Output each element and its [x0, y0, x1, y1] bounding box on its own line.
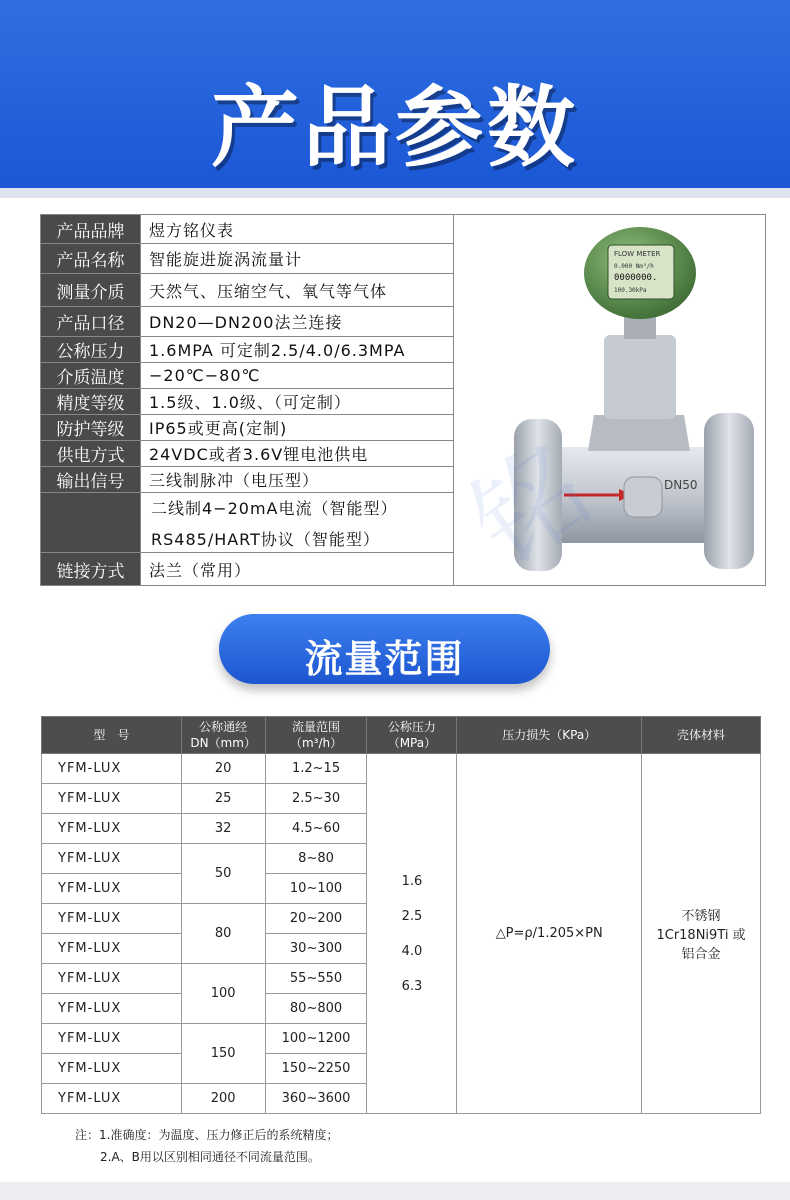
- dn-cell: 20: [181, 754, 265, 784]
- spec-value: 1.6MPA 可定制2.5/4.0/6.3MPA: [149, 341, 406, 360]
- left-flange: [514, 419, 562, 571]
- spec-value: 1.5级、1.0级、（可定制）: [149, 393, 351, 412]
- spec-label: 产品名称: [41, 244, 141, 273]
- right-flange: [704, 413, 754, 569]
- material-line: 不锈钢: [681, 909, 721, 924]
- spec-label: [41, 493, 141, 552]
- range-cell: 2.5~30: [265, 784, 367, 814]
- spec-label: 防护等级: [41, 415, 141, 440]
- model-cell: YFM-LUX: [42, 934, 182, 964]
- header-loss: 压力损失（KPa）: [457, 717, 642, 754]
- model-cell: YFM-LUX: [42, 874, 182, 904]
- dn-cell: 100: [181, 964, 265, 1024]
- section-title-pill: [219, 614, 550, 684]
- dn-cell: 32: [181, 814, 265, 844]
- model-cell: YFM-LUX: [42, 1054, 182, 1084]
- model-cell: YFM-LUX: [42, 814, 182, 844]
- spec-value: RS485/HART协议（智能型）: [151, 529, 380, 549]
- spec-label: 产品口径: [41, 307, 141, 336]
- page-title: 产品参数: [210, 76, 579, 179]
- spec-value: DN20—DN200法兰连接: [149, 313, 343, 332]
- model-cell: YFM-LUX: [42, 784, 182, 814]
- dn-cell: 50: [181, 844, 265, 904]
- material-line: 铝合金: [681, 947, 721, 962]
- range-cell: 55~550: [265, 964, 367, 994]
- footnote-1: 注：1.准确度：为温度、压力修正后的系统精度；: [75, 1128, 339, 1142]
- header-range-text: 流量范围 （m³/h）: [289, 720, 343, 750]
- spec-value: 智能旋进旋涡流量计: [149, 250, 303, 269]
- pressure-value: 6.3: [401, 978, 423, 994]
- spec-value: 二线制4−20mA电流（智能型）: [151, 498, 398, 518]
- spec-row-caliber: [41, 307, 453, 337]
- spec-row-output-extra: [41, 493, 453, 553]
- spec-value: IP65或更高(定制): [149, 419, 288, 438]
- range-cell: 10~100: [265, 874, 367, 904]
- spec-row-pressure: [41, 337, 453, 363]
- pressure-value: 2.5: [401, 908, 423, 924]
- spec-value: 煜方铭仪表: [149, 220, 235, 240]
- header-dn: [181, 717, 265, 754]
- spec-label: 输出信号: [41, 467, 141, 492]
- range-cell: 360~3600: [265, 1084, 367, 1114]
- spec-row-medium: [41, 274, 453, 307]
- meter-reading-pressure: 100.30kPa: [614, 287, 647, 294]
- neck-housing: [604, 335, 676, 419]
- spec-value-group: [141, 493, 453, 552]
- saddle: [588, 415, 690, 451]
- range-cell: 30~300: [265, 934, 367, 964]
- spec-row-accuracy: [41, 389, 453, 415]
- range-cell: 1.2~15: [265, 754, 367, 784]
- dn-cell: 25: [181, 784, 265, 814]
- model-cell: YFM-LUX: [42, 904, 182, 934]
- spec-row-output: [41, 467, 453, 493]
- spec-row-temperature: [41, 363, 453, 389]
- spec-label: 公称压力: [41, 337, 141, 362]
- meter-reading-rate: 0.000 Nm³/h: [614, 263, 654, 270]
- spec-label: 精度等级: [41, 389, 141, 414]
- spec-table: [40, 214, 766, 586]
- header-model: 型 号: [42, 717, 182, 754]
- loss-cell: △P=ρ/1.205×PN: [457, 754, 642, 1114]
- banner-divider: [0, 188, 790, 198]
- dn-cell: 200: [181, 1084, 265, 1114]
- spec-label: 介质温度: [41, 363, 141, 388]
- header-material: 壳体材料: [642, 717, 761, 754]
- dn-cell: 150: [181, 1024, 265, 1084]
- footer-strip: [0, 1182, 790, 1200]
- header-pressure: [367, 717, 457, 754]
- header-pressure-text: 公称压力 （MPa）: [387, 720, 437, 750]
- model-cell: YFM-LUX: [42, 1084, 182, 1114]
- spec-list: [41, 215, 453, 585]
- pipe-size-label: DN50: [664, 478, 698, 492]
- spec-row-name: [41, 244, 453, 274]
- material-line: 1Cr18Ni9Ti 或: [656, 928, 746, 943]
- spec-label: 链接方式: [41, 553, 141, 585]
- spec-value: 24VDC或者3.6V锂电池供电: [149, 445, 369, 464]
- range-cell: 8~80: [265, 844, 367, 874]
- meter-badge: FLOW METER: [614, 250, 661, 258]
- pressure-cell: [367, 754, 457, 1114]
- model-cell: YFM-LUX: [42, 1024, 182, 1054]
- spec-row-connection: [41, 553, 453, 585]
- footnote-2: 2.A、B用以区别相同通径不同流量范围。: [100, 1150, 320, 1164]
- spec-value: −20℃−80℃: [149, 366, 261, 385]
- product-image: [453, 215, 765, 585]
- pressure-value: 4.0: [401, 943, 423, 959]
- model-cell: YFM-LUX: [42, 844, 182, 874]
- header-range: [265, 717, 367, 754]
- range-cell: 100~1200: [265, 1024, 367, 1054]
- spec-value: 法兰（常用）: [149, 560, 252, 580]
- model-cell: YFM-LUX: [42, 754, 182, 784]
- header-banner: [0, 0, 790, 188]
- flow-range-table: [41, 716, 761, 1114]
- spec-value: 三线制脉冲（电压型）: [149, 471, 320, 490]
- spec-row-protection: [41, 415, 453, 441]
- dn-cell: 80: [181, 904, 265, 964]
- spec-value: 天然气、压缩空气、氧气等气体: [149, 281, 388, 301]
- range-cell: 80~800: [265, 994, 367, 1024]
- section-title: 流量范围: [304, 637, 465, 681]
- meter-reading-total: 0000000.: [614, 273, 658, 283]
- flowmeter-illustration: [454, 215, 765, 585]
- material-cell: [642, 754, 761, 1114]
- footnotes: [75, 1124, 338, 1168]
- range-cell: 150~2250: [265, 1054, 367, 1084]
- spec-row-power: [41, 441, 453, 467]
- spec-label: 测量介质: [41, 274, 141, 306]
- table-row: [42, 754, 761, 784]
- spec-label: 产品品牌: [41, 215, 141, 243]
- header-dn-text: 公称通经 DN（mm）: [190, 720, 256, 750]
- range-cell: 4.5~60: [265, 814, 367, 844]
- sensor-boss: [624, 477, 662, 517]
- pressure-value: 1.6: [401, 873, 423, 889]
- range-cell: 20~200: [265, 904, 367, 934]
- model-cell: YFM-LUX: [42, 994, 182, 1024]
- spec-label: 供电方式: [41, 441, 141, 466]
- spec-row-brand: [41, 215, 453, 244]
- table-header-row: [42, 717, 761, 754]
- model-cell: YFM-LUX: [42, 964, 182, 994]
